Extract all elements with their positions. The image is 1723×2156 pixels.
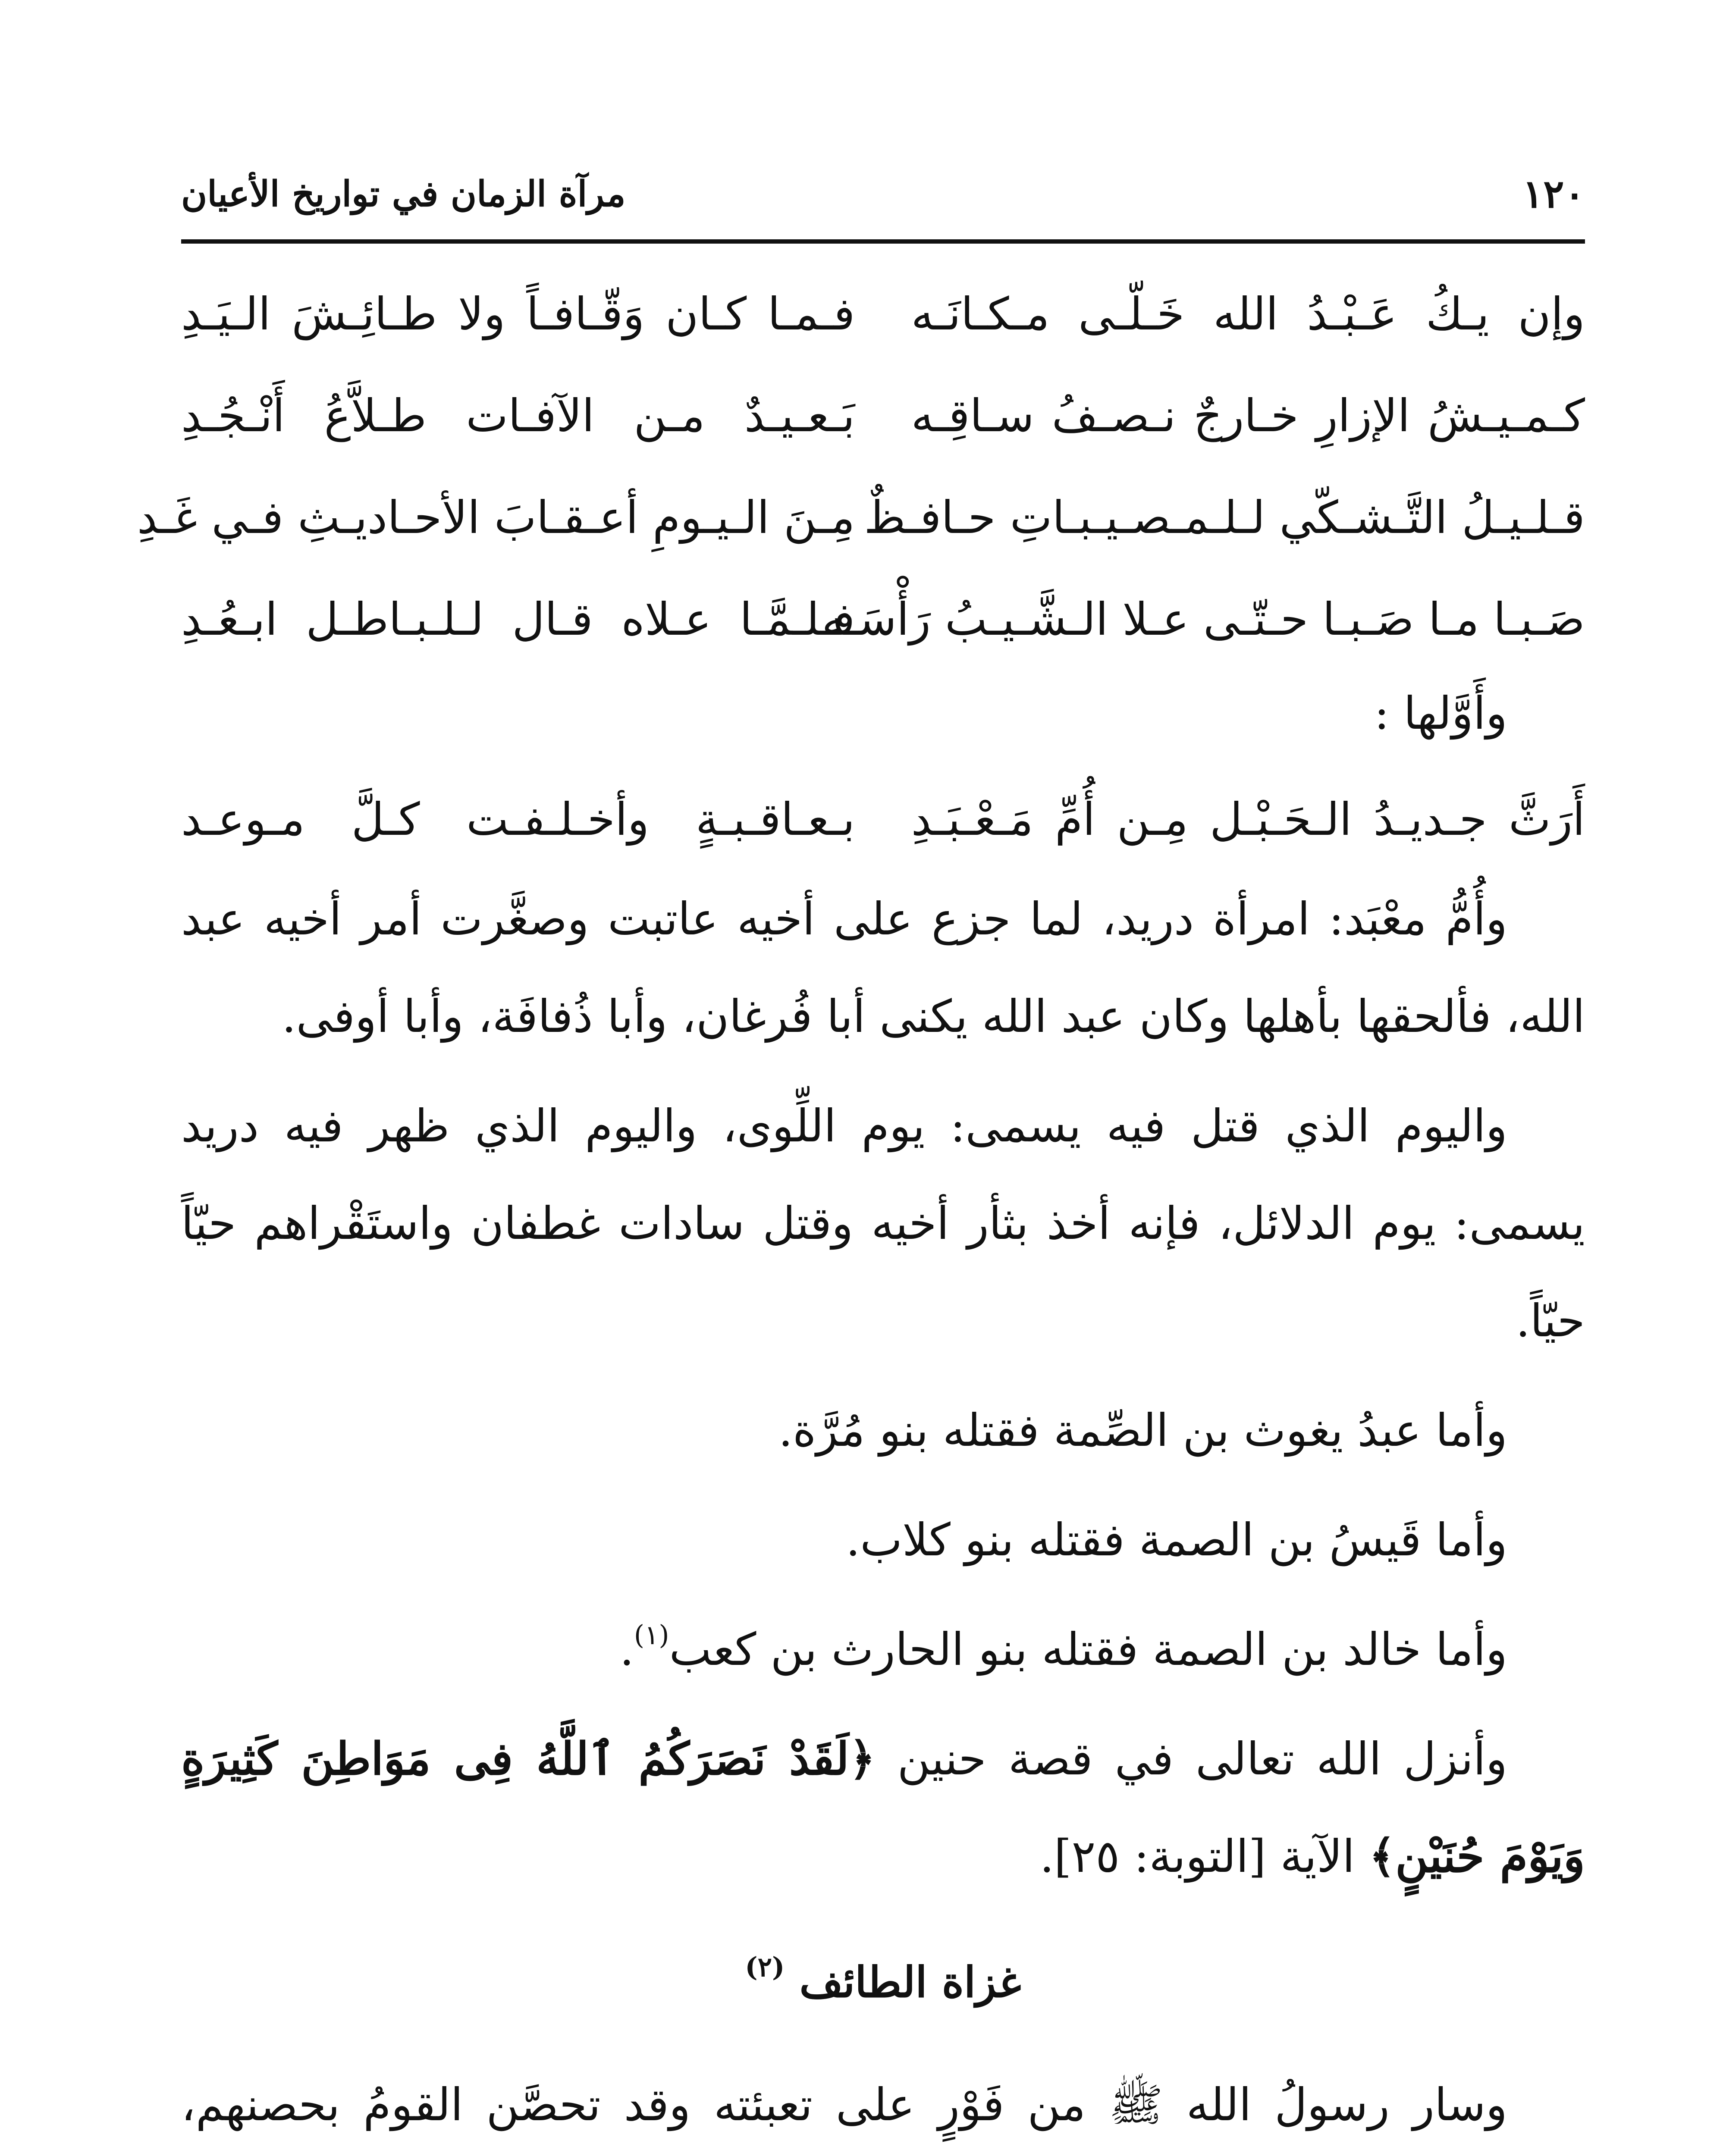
paragraph: وسار رسولُ الله ﷺ من فَوْرٍ على تعبئته وقد تحصَّن القومُ بحصنهم، xyxy=(181,2078,1507,2131)
verse-second-hemistich: مِـنَ الـيـومِ أعـقـابَ الأحـاديـثِ فـي غَـدِ xyxy=(137,491,855,544)
quran-verse: ﴿لَقَدْ نَصَرَكُمُ ٱللَّهُ فِى مَوَاطِنَ كَثِيرَةٍ وَيَوْمَ حُنَيْنٍ﴾ xyxy=(181,1732,1585,1883)
section-title: غزاة الطائف xyxy=(799,1958,1021,2007)
poem-verse xyxy=(181,263,1585,365)
book-title: مرآة الزمان في تواريخ الأعيان xyxy=(181,173,626,215)
poem-verse-opening xyxy=(181,768,1585,870)
verse-first-hemistich: أَرَثَّ جـديـدُ الـحَـبْـل مِـن أُمِّ مَـعْـبَـدِ xyxy=(911,793,1585,846)
verse-first-hemistich: وإن يـكُ عَـبْـدُ الله خَـلّـى مـكـانَـه xyxy=(911,288,1585,340)
section-heading xyxy=(181,1935,1585,2030)
paragraph-end: . xyxy=(619,1623,634,1676)
poem-verse xyxy=(181,568,1585,670)
running-header xyxy=(181,164,1585,233)
header-rule xyxy=(181,239,1585,244)
verse-first-hemistich: صَـبـا مـا صَـبـا حـتّـى عـلا الـشَّـيـبُ رَأْسَـه xyxy=(822,593,1585,646)
paragraph: واليوم الذي قتل فيه يسمى: يوم اللِّوى، واليوم الذي ظهر فيه دريد يسمى: يوم الدلائل، فإنه أخذ بثأر أخيه وقتل سادات غطفان واستَقْراهم حيّاً حيّاً. xyxy=(181,1100,1585,1347)
verse-second-hemistich: فـمـا كـان وَقّـافـاً ولا طـائِـشَ الـيَـدِ xyxy=(181,288,855,340)
verse-first-hemistich: قـلـيـلُ التَّـشـكّي لـلـمـصـيـبـاتِ حـافـظٌ xyxy=(864,491,1585,544)
verse-second-hemistich: بَـعـيـدٌ مـن الآفـات طـلاَّعُ أَنْـجُـدِ xyxy=(181,389,855,442)
verse-second-hemistich: بـعـاقـبـةٍ وأخـلـفـت كـلَّ مـوعـد xyxy=(181,793,855,846)
paragraph: وأما قَيسُ بن الصمة فقتله بنو كلاب. xyxy=(846,1514,1507,1566)
verse-second-hemistich: فـلـمَّـا عـلاه قـال لـلـبـاطـل ابـعُـدِ xyxy=(181,593,855,646)
paragraph-text: وأنزل الله تعالى في قصة حنين xyxy=(897,1733,1508,1785)
paragraph-text: وأما خالد بن الصمة فقتله بنو الحارث بن كعب xyxy=(669,1623,1507,1676)
verse-reference: الآية [التوبة: ٢٥]. xyxy=(1039,1830,1355,1883)
poem-intro: وأَوَّلها : xyxy=(1374,687,1507,740)
main-text xyxy=(137,263,1585,2156)
footnote-marker: (٢) xyxy=(745,1951,785,1983)
paragraph xyxy=(181,1601,1585,1698)
paragraph-quran xyxy=(181,1710,1585,1905)
poem-verse xyxy=(181,365,1585,467)
paragraph: وأُمُّ معْبَد: امرأة دريد، لما جزع على أخيه عاتبت وصغَّرت أمر أخيه عبد الله، فألحقها بأهلها وكان عبد الله يكنى أبا فُرغان، وأبا ذُفافَة، وأبا أوفى. xyxy=(181,893,1585,1043)
verse-first-hemistich: كـمـيـشُ الإزارِ خـارجٌ نـصـفُ سـاقِـه xyxy=(911,389,1585,442)
poem-verse xyxy=(137,467,1585,568)
page-number: ١٢٠ xyxy=(1522,171,1585,217)
paragraph: وأما عبدُ يغوث بن الصِّمة فقتله بنو مُرَّة. xyxy=(778,1404,1507,1457)
footnote-marker: (١) xyxy=(634,1619,669,1651)
